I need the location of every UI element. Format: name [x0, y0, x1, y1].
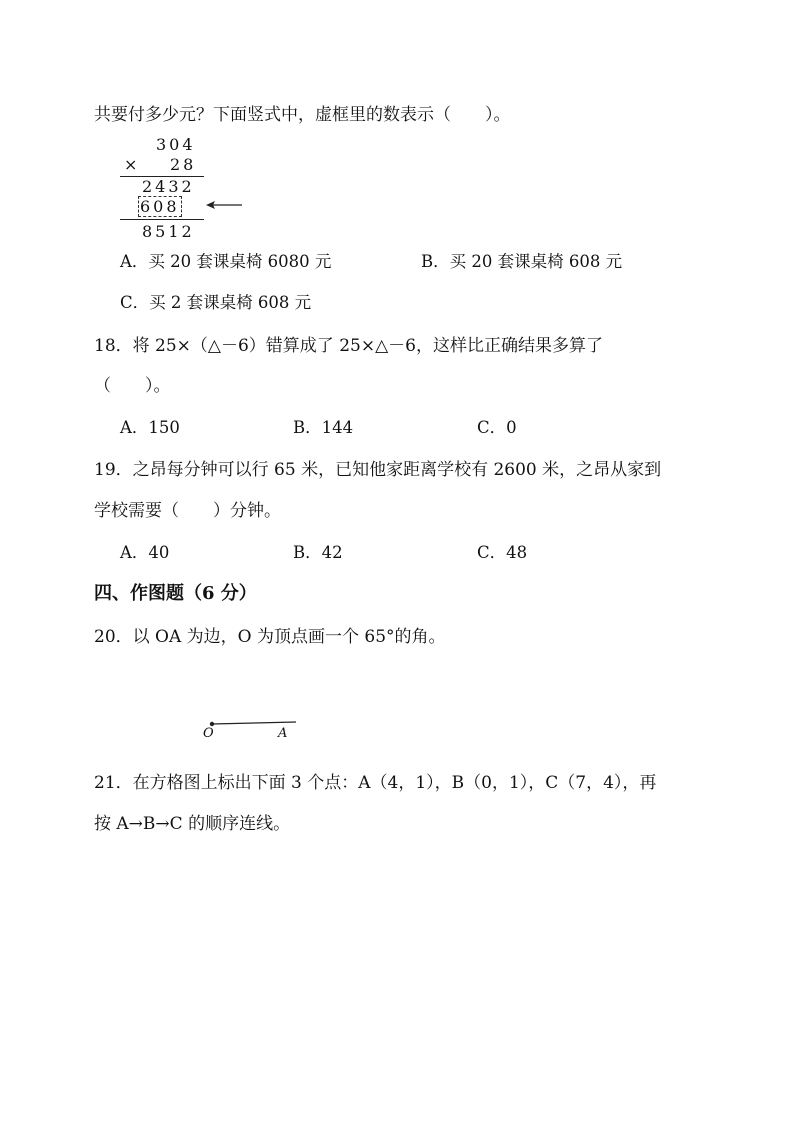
ray-oa-figure: [200, 716, 310, 746]
label-a: A: [278, 726, 288, 741]
q21-line-1: 21．在方格图上标出下面 3 个点：A（4，1），B（0，1），C（7，4），再: [94, 773, 657, 793]
arrow-left-icon: [204, 197, 244, 213]
q19-option-b: B．42: [293, 543, 343, 562]
calc-result: 8512: [142, 222, 195, 241]
calc-times-sign: ×: [124, 155, 141, 174]
q18-line-2: （ ）。: [94, 376, 171, 396]
ray-oa-line: [212, 722, 296, 724]
q18-option-c: C．0: [477, 418, 517, 437]
q18-option-b: B．144: [293, 418, 354, 437]
calc-line-2: [120, 219, 204, 220]
q18-line-1: 18．将 25×（△－6）错算成了 25×△－6，这样比正确结果多算了: [94, 336, 603, 356]
q19-line-2: 学校需要（ ）分钟。: [94, 501, 281, 521]
q19-option-a: A．40: [120, 543, 170, 562]
q17-stem-tail: 共要付多少元？下面竖式中，虚框里的数表示（ ）。: [94, 105, 511, 125]
section-heading: 四、作图题（6 分）: [94, 583, 257, 604]
calc-multiplier: 28: [170, 155, 197, 174]
label-o: O: [203, 726, 214, 741]
q17-option-b: B．买 20 套课桌椅 608 元: [421, 252, 623, 271]
q21-line-2: 按 A→B→C 的顺序连线。: [94, 814, 291, 834]
calc-partial-product-2: 608: [140, 197, 180, 216]
q17-option-a: A．买 20 套课桌椅 6080 元: [120, 252, 332, 271]
calc-multiplicand: 304: [156, 135, 196, 154]
calc-partial-product-1: 2432: [142, 177, 195, 196]
q17-option-c: C．买 2 套课桌椅 608 元: [120, 293, 312, 312]
q20-text: 20．以 OA 为边，O 为顶点画一个 65°的角。: [94, 627, 446, 647]
q19-line-1: 19．之昂每分钟可以行 65 米，已知他家距离学校有 2600 米，之昂从家到: [94, 460, 662, 480]
calc-partial-product-2-box: [138, 197, 182, 217]
q19-option-c: C．48: [477, 543, 528, 562]
q18-option-a: A．150: [120, 418, 180, 437]
